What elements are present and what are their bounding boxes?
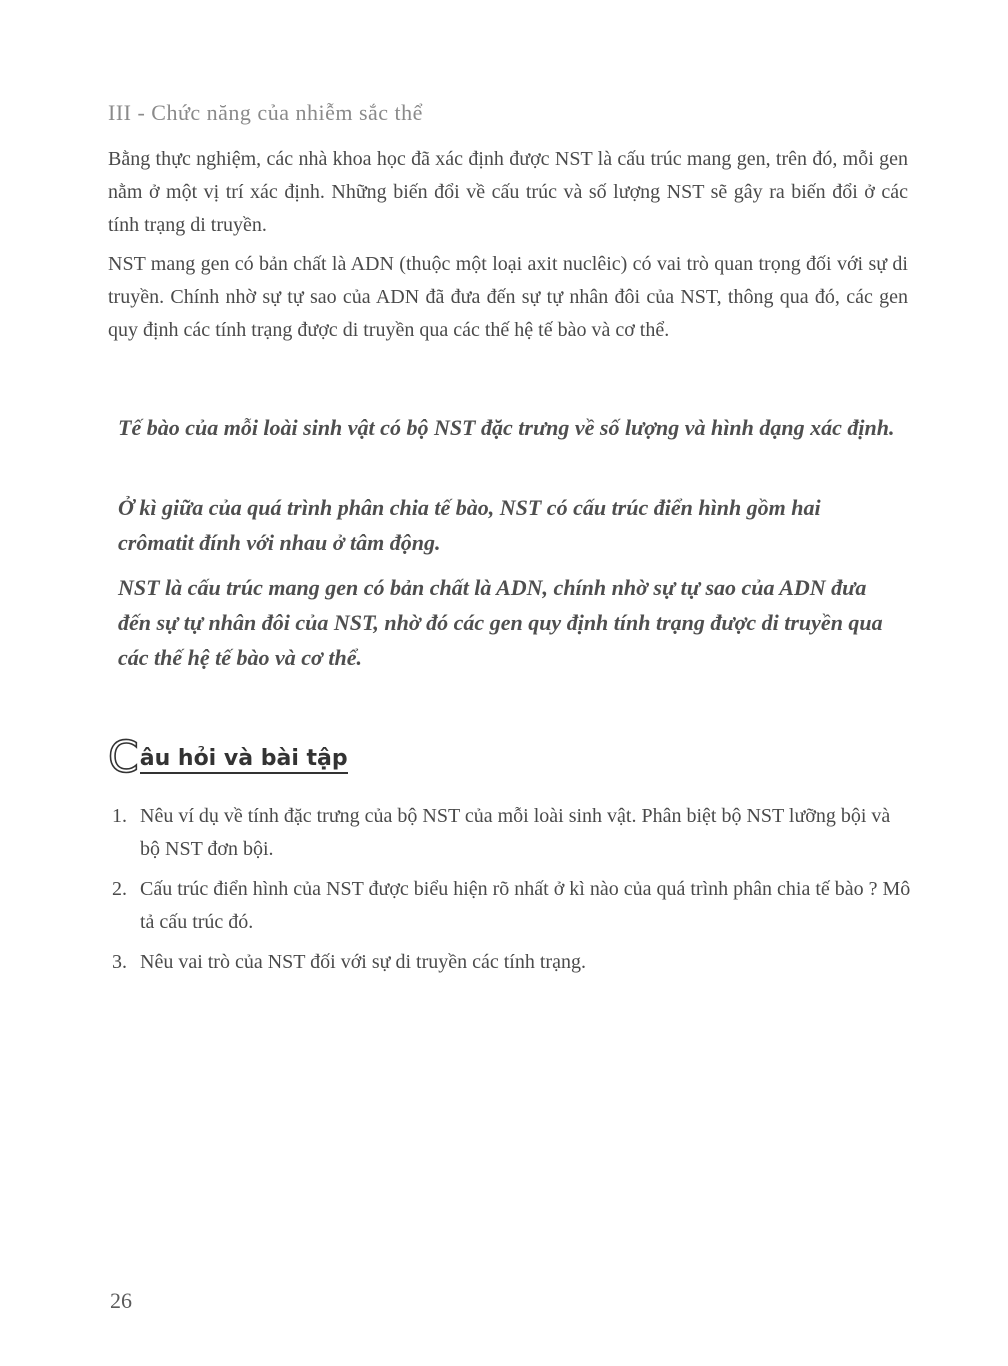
question-number: 2.	[112, 878, 127, 900]
question-text: Nêu vai trò của NST đối với sự di truyền các tính trạng.	[140, 951, 586, 973]
question-item	[112, 873, 912, 939]
question-number: 3.	[112, 951, 127, 973]
question-list	[112, 800, 912, 986]
question-number: 1.	[112, 805, 127, 827]
summary-point: Ở kì giữa của quá trình phân chia tế bào, NST có cấu trúc điển hình gồm hai crômatit đính với nhau ở tâm động.	[118, 495, 821, 555]
questions-heading-text: âu hỏi và bài tập	[140, 746, 348, 774]
question-item	[112, 946, 912, 979]
body-paragraph: Bằng thực nghiệm, các nhà khoa học đã xác định được NST là cấu trúc mang gen, trên đó, mỗi gen nằm ở một vị trí xác định. Những biến đổi về cấu trúc và số lượng NST sẽ gây ra biến đổi ở các tính trạng di truyền.	[108, 148, 908, 236]
question-text: Nêu ví dụ về tính đặc trưng của bộ NST của mỗi loài sinh vật. Phân biệt bộ NST lưỡng bội và bộ NST đơn bội.	[140, 805, 891, 860]
summary-point: Tế bào của mỗi loài sinh vật có bộ NST đặc trưng về số lượng và hình dạng xác định.	[118, 415, 895, 440]
questions-heading-initial: C	[108, 732, 139, 783]
section-heading: III - Chức năng của nhiễm sắc thể	[108, 100, 423, 125]
questions-heading	[108, 732, 348, 783]
summary-point: NST là cấu trúc mang gen có bản chất là ADN, chính nhờ sự tự sao của ADN đưa đến sự tự nhân đôi của NST, nhờ đó các gen quy định tính trạng được di truyền qua các thế hệ tế bào và cơ thể.	[118, 575, 883, 670]
body-paragraph: NST mang gen có bản chất là ADN (thuộc một loại axit nuclêic) có vai trò quan trọng đối với sự di truyền. Chính nhờ sự tự sao của ADN đã đưa đến sự tự nhân đôi của NST, thông qua đó, các gen quy định các tính trạng được di truyền qua các thế hệ tế bào và cơ thể.	[108, 253, 908, 341]
question-item	[112, 800, 912, 866]
page-number: 26	[110, 1288, 132, 1313]
question-text: Cấu trúc điển hình của NST được biểu hiện rõ nhất ở kì nào của quá trình phân chia tế bào ? Mô tả cấu trúc đó.	[140, 878, 911, 933]
